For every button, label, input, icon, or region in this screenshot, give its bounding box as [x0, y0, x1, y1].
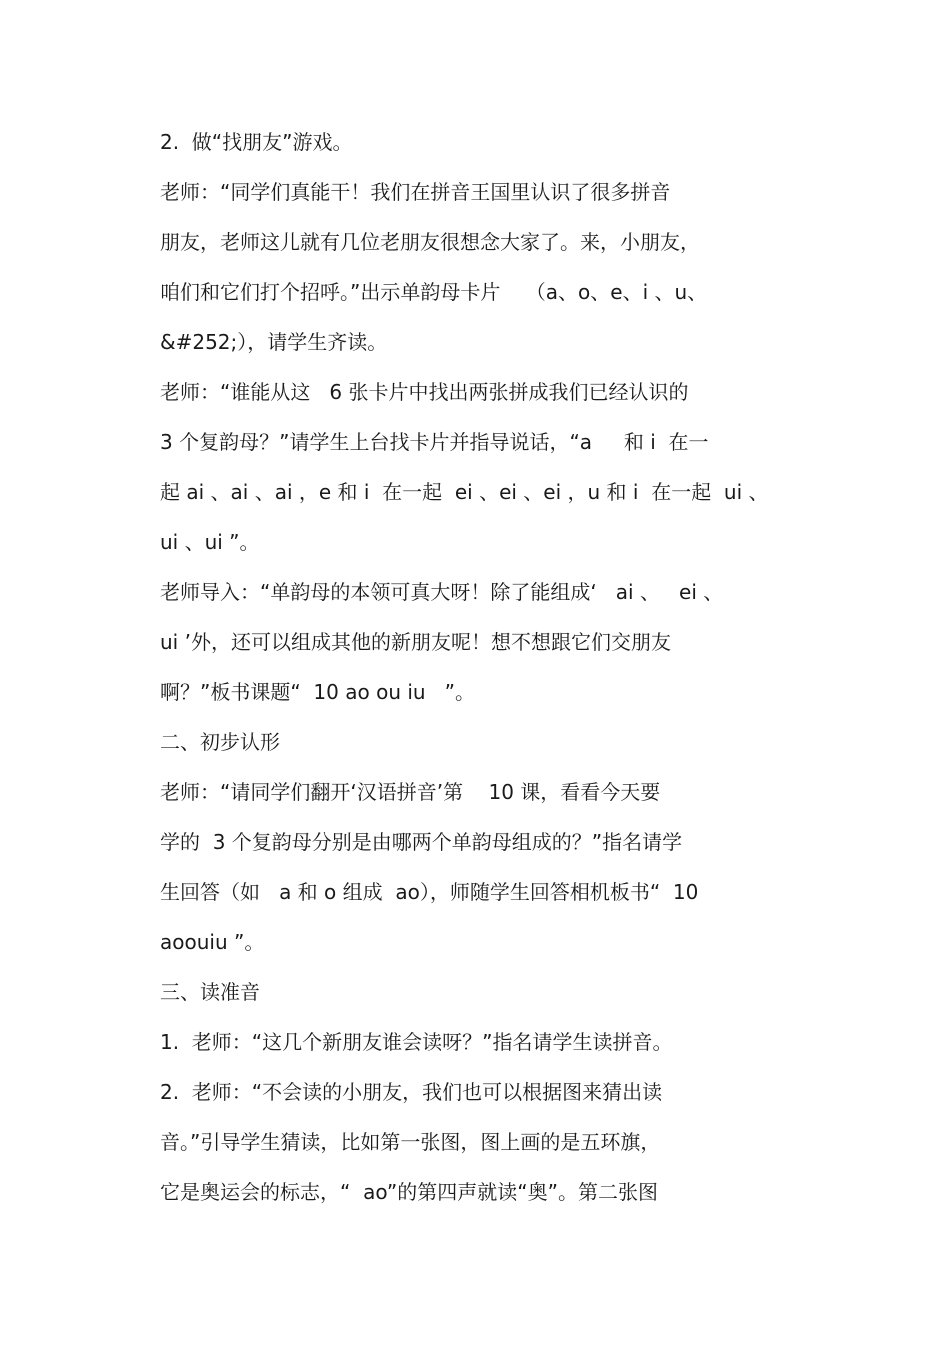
text-line: 1. 老师：“这几个新朋友谁会读呀？”指名请学生读拼音。 [160, 1030, 673, 1054]
text-line: 学的 3 个复韵母分别是由哪两个单韵母组成的？”指名请学 [160, 830, 683, 854]
section-heading: 二、初步认形 [160, 730, 280, 754]
text-line: &#252;），请学生齐读。 [160, 330, 388, 354]
text-line: 2. 老师：“不会读的小朋友，我们也可以根据图来猜出读 [160, 1080, 663, 1104]
text-line: 音。”引导学生猜读，比如第一张图，图上画的是五环旗， [160, 1130, 661, 1154]
text-line: ui ’外，还可以组成其他的新朋友呢！想不想跟它们交朋友 [160, 630, 671, 654]
text-line: 它是奥运会的标志，“ ao”的第四声就读“奥”。第二张图 [160, 1180, 658, 1204]
text-line: 咱们和它们打个招呼。”出示单韵母卡片 （a、o、e、i 、u、 [160, 280, 708, 304]
text-line: aoouiu ”。 [160, 930, 265, 954]
text-line: 老师：“请同学们翻开‘汉语拼音’第 10 课，看看今天要 [160, 780, 661, 804]
text-line: 老师导入：“单韵母的本领可真大呀！除了能组成‘ ai 、 ei 、 [160, 580, 724, 604]
text-line: 起 ai 、ai 、ai ，e 和 i 在一起 ei 、ei 、ei ，u 和 i 在一起 ui 、 [160, 480, 769, 504]
text-line: 2. 做“找朋友”游戏。 [160, 130, 353, 154]
text-line: 朋友，老师这儿就有几位老朋友很想念大家了。来，小朋友， [160, 230, 700, 254]
text-line: 3 个复韵母？”请学生上台找卡片并指导说话，“a 和 i 在一 [160, 430, 709, 454]
section-heading: 三、读准音 [160, 980, 260, 1004]
text-line: 老师：“谁能从这 6 张卡片中找出两张拼成我们已经认识的 [160, 380, 689, 404]
text-line: ui 、ui ”。 [160, 530, 260, 554]
text-line: 生回答（如 a 和 o 组成 ao），师随学生回答相机板书“ 10 [160, 880, 699, 904]
text-line: 老师：“同学们真能干！我们在拼音王国里认识了很多拼音 [160, 180, 671, 204]
text-line: 啊？”板书课题“ 10 ao ou iu ”。 [160, 680, 476, 704]
